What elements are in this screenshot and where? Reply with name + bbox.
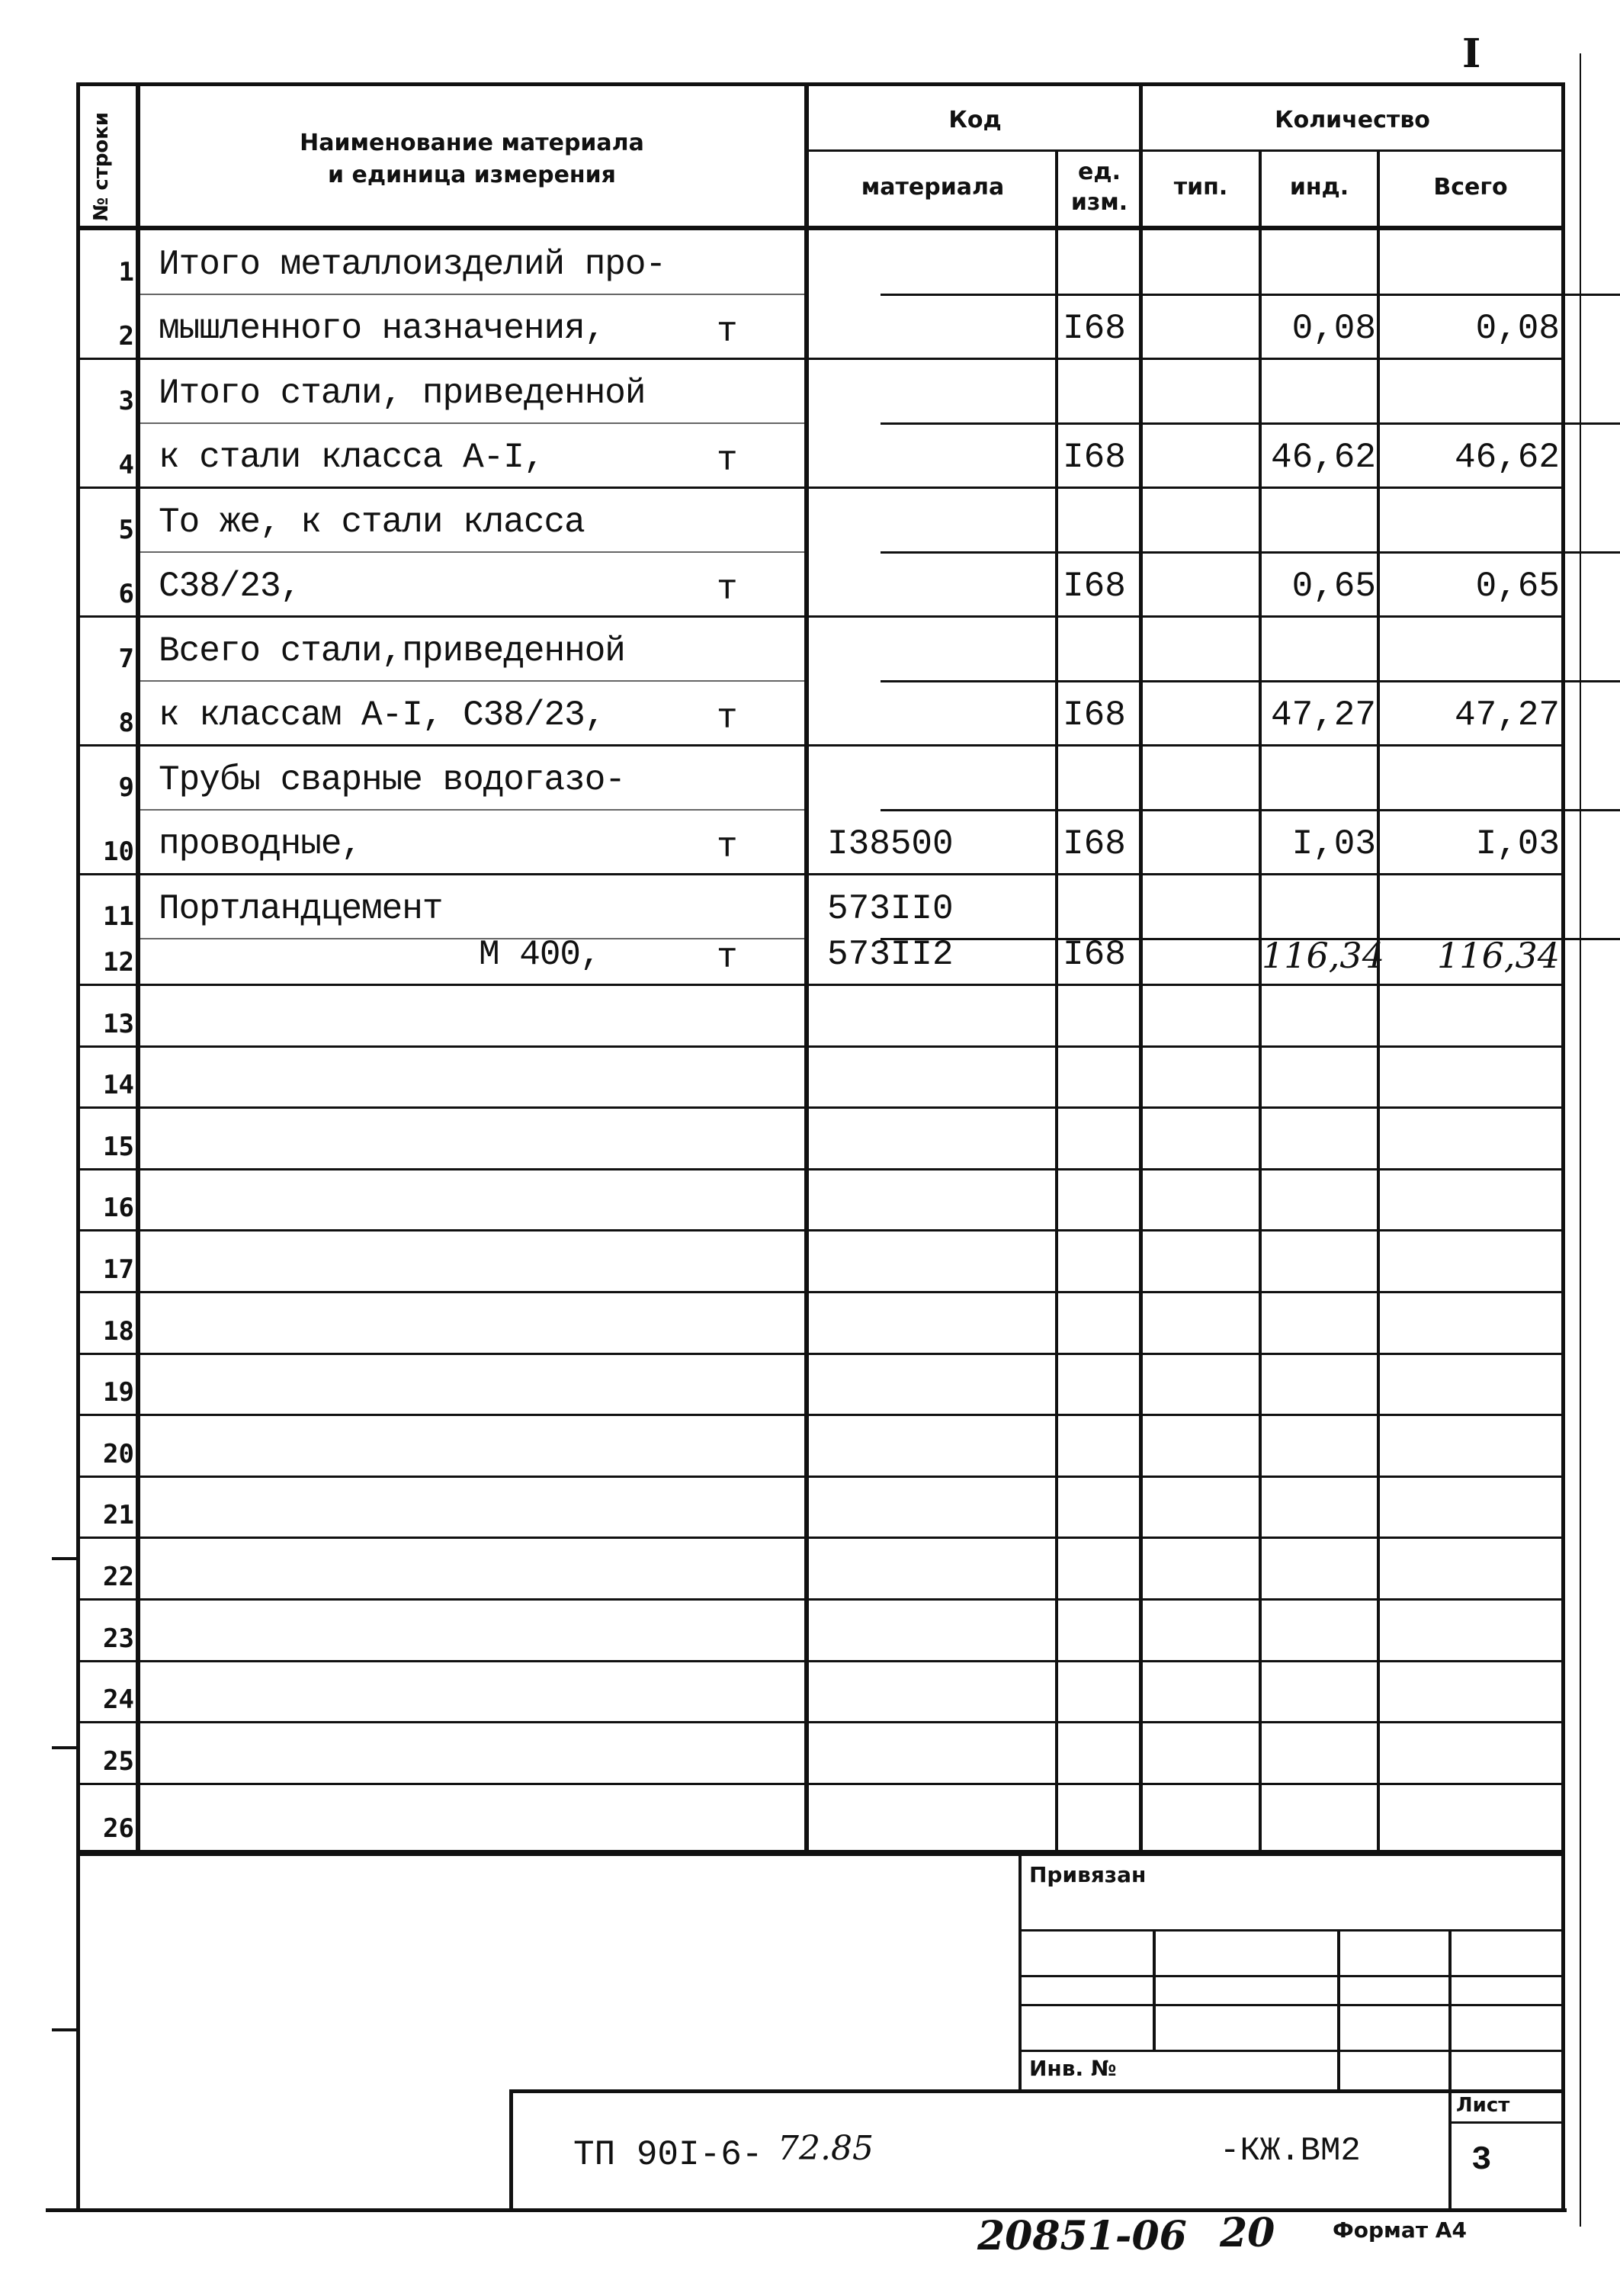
- qty-total: 0,08: [1475, 309, 1560, 348]
- margin-tick: [52, 1746, 78, 1749]
- row-number: 17: [103, 1254, 134, 1285]
- designation-hand: 72.85: [778, 2129, 874, 2168]
- qty-individual: 0,65: [1291, 567, 1376, 606]
- sheet-label-line: [1448, 2121, 1563, 2124]
- header-row-no: № строки: [90, 111, 113, 221]
- qty-total: 0,65: [1475, 567, 1560, 606]
- material-name: мышленного назначения,: [159, 309, 605, 348]
- table-row: [76, 359, 1563, 424]
- unit: т: [717, 938, 737, 978]
- designation-left: ТП 90I-6-: [573, 2135, 763, 2175]
- unit-code: I68: [1063, 438, 1126, 477]
- unit: т: [717, 698, 737, 738]
- table-row: [76, 1047, 1563, 1109]
- designation-left-line: [509, 2089, 513, 2211]
- material-code: I38500: [827, 824, 954, 864]
- unit-code: I68: [1063, 824, 1126, 864]
- stamp-col-1: [1153, 1929, 1156, 2051]
- archive-sheet: 20: [1220, 2210, 1275, 2256]
- row-number: 23: [103, 1623, 134, 1654]
- qty-total: 46,62: [1454, 438, 1560, 477]
- sheet-label: Лист: [1456, 2094, 1510, 2117]
- row-number: 19: [103, 1377, 134, 1408]
- material-name: М 400,: [479, 935, 601, 975]
- material-name: Портландцемент: [159, 888, 443, 929]
- unit-code: I68: [1063, 567, 1126, 606]
- header-mid-line: [804, 149, 1563, 152]
- material-code: 573II0: [827, 888, 954, 929]
- material-name: к стали класса А-I,: [159, 438, 544, 477]
- row-number: 2: [118, 321, 134, 352]
- table-row: [76, 1723, 1563, 1784]
- unit-code: I68: [1063, 309, 1126, 348]
- unit-code: I68: [1063, 935, 1126, 975]
- stamp-inv-no: Инв. №: [1029, 2056, 1117, 2081]
- header-qty: Количество: [1275, 107, 1430, 133]
- stamp-line-a: [1019, 1929, 1563, 1932]
- designation-top-line: [509, 2089, 1563, 2093]
- table-row: [76, 985, 1563, 1047]
- stamp-line-d: [1019, 2050, 1563, 2052]
- margin-tick: [52, 2028, 78, 2031]
- material-name: Всего стали,приведенной: [159, 631, 625, 671]
- row-number: 15: [103, 1131, 134, 1162]
- table-row: [76, 617, 1563, 682]
- qty-individual: 46,62: [1270, 438, 1376, 477]
- material-name: Трубы сварные водогазо-: [159, 759, 625, 800]
- header-qty-typ: тип.: [1173, 174, 1228, 201]
- row-number: 5: [118, 514, 134, 545]
- row-number: 16: [103, 1193, 134, 1224]
- row-number: 14: [103, 1070, 134, 1101]
- table-row: [76, 682, 1563, 747]
- table-row: [76, 553, 1563, 618]
- table-row: [76, 1662, 1563, 1723]
- table-bottom-line: [76, 1851, 1563, 1856]
- table-row: [76, 1293, 1563, 1354]
- row-number: 21: [103, 1500, 134, 1531]
- unit: т: [717, 441, 737, 480]
- qty-individual: I,03: [1291, 824, 1376, 864]
- header-code-unit-1: ед.: [1078, 159, 1121, 185]
- frame-bottom-line: [46, 2208, 1567, 2212]
- header-qty-ind: инд.: [1289, 174, 1349, 201]
- table-row: [76, 1170, 1563, 1231]
- row-number: 24: [103, 1684, 134, 1716]
- table-row: [76, 424, 1563, 489]
- qty-individual: 116,34: [1262, 935, 1384, 976]
- row-number: 20: [103, 1438, 134, 1469]
- row-number: 6: [118, 579, 134, 609]
- table-row: [76, 1477, 1563, 1539]
- material-code: 573II2: [827, 935, 954, 975]
- material-name: к классам А-I, С38/23,: [159, 695, 605, 735]
- qty-total: I,03: [1475, 824, 1560, 864]
- stamp-line-c: [1019, 2004, 1563, 2006]
- table-row: [76, 230, 1563, 295]
- qty-individual: 47,27: [1270, 695, 1376, 735]
- unit: т: [717, 312, 737, 352]
- table-row: [76, 875, 1563, 939]
- row-number: 26: [103, 1813, 134, 1844]
- stamp-line-b: [1019, 1975, 1563, 1977]
- table-row: [76, 1354, 1563, 1416]
- archive-number: 20851-06: [977, 2213, 1187, 2259]
- row-number: 25: [103, 1745, 134, 1777]
- material-name: проводные,: [159, 824, 362, 864]
- table-row: [76, 811, 1563, 875]
- table-row: [76, 935, 1563, 986]
- stamp-left-line: [1019, 1853, 1022, 2089]
- sheet-number: 3: [1471, 2141, 1492, 2179]
- table-row: [76, 746, 1563, 811]
- row-number: 12: [103, 947, 134, 978]
- header-code-unit-2: изм.: [1070, 189, 1128, 216]
- stamp-col-3: [1448, 1929, 1452, 2211]
- material-name: Итого стали, приведенной: [159, 373, 646, 413]
- row-number: 13: [103, 1008, 134, 1039]
- header-code: Код: [948, 107, 1002, 133]
- material-name: То же, к стали класса: [159, 502, 585, 542]
- stamp-col-2: [1337, 1929, 1340, 2091]
- table-row: [76, 1784, 1563, 1851]
- unit-code: I68: [1063, 695, 1126, 735]
- row-number: 3: [118, 385, 134, 416]
- qty-individual: 0,08: [1291, 309, 1376, 348]
- row-number: 10: [103, 837, 134, 867]
- header-qty-total: Всего: [1433, 174, 1508, 201]
- header-name-line2: и единица измерения: [328, 162, 616, 188]
- row-number: 4: [118, 450, 134, 480]
- row-number: 9: [118, 772, 134, 803]
- material-name: Итого металлоизделий про-: [159, 244, 666, 284]
- row-number: 18: [103, 1315, 134, 1347]
- page-mark: I: [1462, 31, 1481, 77]
- header-code-material: материала: [861, 174, 1005, 201]
- designation-right: -КЖ.ВМ2: [1220, 2132, 1361, 2170]
- table-row: [76, 1108, 1563, 1170]
- qty-total: 116,34: [1437, 935, 1560, 976]
- margin-tick: [52, 1557, 78, 1560]
- table-row: [76, 488, 1563, 553]
- qty-total: 47,27: [1454, 695, 1560, 735]
- stamp-privyazan: Привязан: [1029, 1862, 1147, 1887]
- margin-right-line: [1580, 53, 1581, 2227]
- row-number: 11: [103, 901, 134, 932]
- row-number: 22: [103, 1561, 134, 1592]
- table-row: [76, 1538, 1563, 1600]
- unit: т: [717, 827, 737, 867]
- row-number: 8: [118, 708, 134, 738]
- table-row: [76, 1231, 1563, 1293]
- frame-top-line: [76, 82, 1563, 86]
- row-number: 1: [118, 256, 134, 287]
- format-label: Формат А4: [1333, 2217, 1467, 2243]
- header-name-line1: Наименование материала: [300, 130, 644, 156]
- row-number: 7: [118, 643, 134, 674]
- table-row: [76, 1415, 1563, 1477]
- unit: т: [717, 570, 737, 609]
- table-row: [76, 295, 1563, 360]
- table-row: [76, 1600, 1563, 1662]
- material-name: С38/23,: [159, 567, 301, 606]
